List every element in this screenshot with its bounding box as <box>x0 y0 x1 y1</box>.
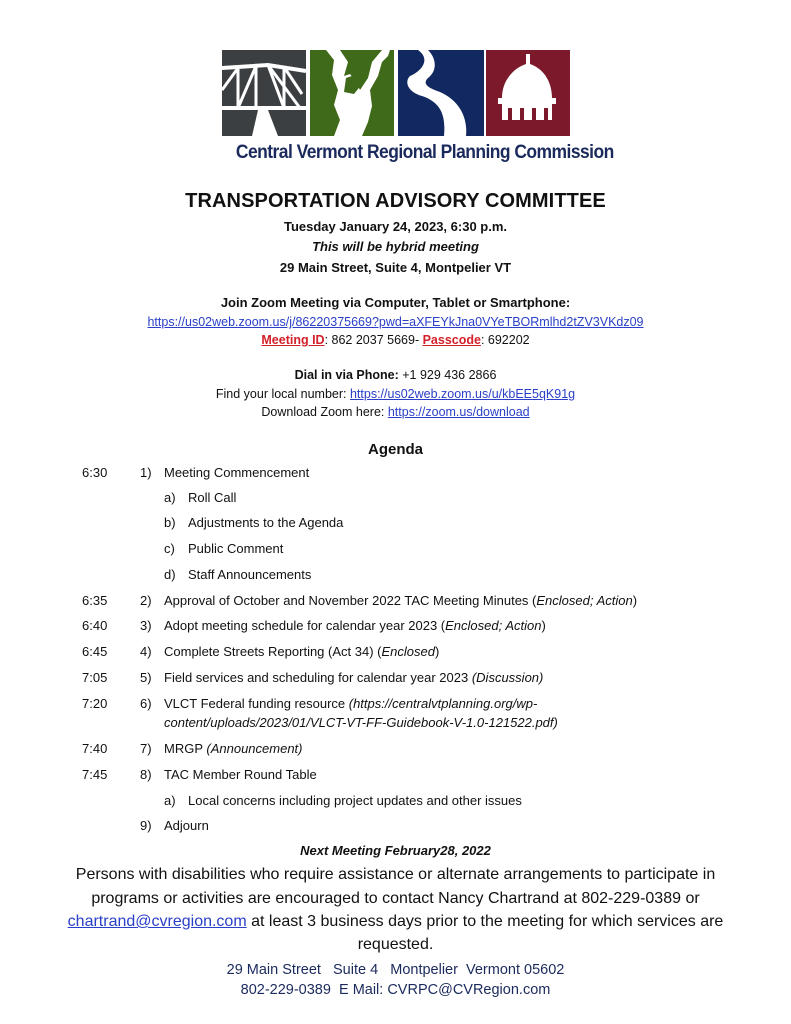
accessibility-line-4: requested. <box>357 936 434 953</box>
capitol-panel-icon <box>486 50 570 136</box>
agenda-number: 7) <box>140 741 152 756</box>
accessibility-line-1: Persons with disabilities who require assistance or alternate arrangements to participate in <box>75 866 716 883</box>
zoom-link-row <box>0 315 791 329</box>
dial-in-label: Dial in via Phone: <box>294 368 399 382</box>
download-zoom-label: Download Zoom here: <box>261 405 388 419</box>
hybrid-note: This will be hybrid meeting <box>312 239 479 254</box>
agenda-time: 7:45 <box>82 767 108 782</box>
subitem-letter: c) <box>164 541 175 556</box>
agenda-text: Field services and scheduling for calendar year 2023 <box>164 670 472 685</box>
agenda-note: Enclosed; Action <box>445 618 542 633</box>
cvrpc-logo <box>222 50 570 136</box>
agenda-note: Enclosed <box>381 644 435 659</box>
passcode-label: Passcode <box>422 333 481 347</box>
subitem-text: Public Comment <box>188 541 284 556</box>
footer-address: 29 Main Street Suite 4 Montpelier Vermont 05602 <box>226 962 565 978</box>
agenda-time: 6:30 <box>82 465 108 480</box>
agenda-title: Agenda <box>367 441 423 458</box>
local-number-label: Find your local number: <box>215 387 350 401</box>
agenda-text-row <box>164 670 543 685</box>
logo-wordmark: Central Vermont Regional Planning Commission <box>235 142 614 163</box>
agenda-text: Adopt meeting schedule for calendar year 2023 ( <box>164 618 446 633</box>
footer-contact: 802-229-0389 E Mail: CVRPC@CVRegion.com <box>240 982 551 998</box>
subitem-letter: a) <box>164 490 176 505</box>
agenda-tail: ) <box>632 593 638 608</box>
agenda-number: 9) <box>140 818 152 833</box>
agenda-text: TAC Member Round Table <box>164 767 317 782</box>
agenda-text: Approval of October and November 2022 TAC Meeting Minutes ( <box>164 593 537 608</box>
vermont-map-panel-icon <box>310 50 394 136</box>
agenda-note: (https://centralvtplanning.org/wp- <box>348 696 538 711</box>
bridge-panel-icon <box>222 50 306 136</box>
meeting-date: Tuesday January 24, 2023, 6:30 p.m. <box>283 219 508 234</box>
download-zoom-row <box>0 405 791 419</box>
river-panel-icon <box>398 50 484 136</box>
agenda-text: MRGP <box>164 741 207 756</box>
dial-in-row <box>0 368 791 382</box>
agenda-text: Adjourn <box>164 818 209 833</box>
agenda-number: 3) <box>140 618 152 633</box>
subitem-text: Roll Call <box>188 490 237 505</box>
zoom-meeting-link[interactable]: https://us02web.zoom.us/j/86220375669?pwd=aXFEYkJna0VYeTBORmlhd2tZV3VKdz09 <box>147 315 644 329</box>
agenda-time: 7:05 <box>82 670 108 685</box>
agenda-text-row <box>164 593 637 608</box>
subitem-letter: b) <box>164 515 176 530</box>
subitem-letter: a) <box>164 793 176 808</box>
subitem-text: Local concerns including project updates and other issues <box>188 793 522 808</box>
agenda-number: 5) <box>140 670 152 685</box>
agenda-text-row <box>164 741 303 756</box>
agenda-number: 1) <box>140 465 152 480</box>
agenda-text: Meeting Commencement <box>164 465 310 480</box>
meeting-id-label: Meeting ID <box>261 333 325 347</box>
agenda-time: 6:40 <box>82 618 108 633</box>
agenda-text-row <box>164 644 439 659</box>
accessibility-line-3 <box>0 913 791 931</box>
agenda-tail: ) <box>541 618 546 633</box>
agenda-time: 7:40 <box>82 741 108 756</box>
download-zoom-link[interactable]: https://zoom.us/download <box>387 405 530 419</box>
agenda-text-row <box>164 696 537 711</box>
meeting-address: 29 Main Street, Suite 4, Montpelier VT <box>279 260 512 275</box>
agenda-tail: ) <box>434 644 440 659</box>
local-number-row <box>0 387 791 401</box>
accessibility-line-2: programs or activities are encouraged to contact Nancy Chartrand at 802-229-0389 or <box>91 890 700 907</box>
local-number-link[interactable]: https://us02web.zoom.us/u/kbEE5qK91g <box>349 387 576 401</box>
agenda-text: VLCT Federal funding resource <box>164 696 349 711</box>
agenda-note: (Announcement) <box>206 741 303 756</box>
agenda-time: 7:20 <box>82 696 108 711</box>
agenda-time: 6:35 <box>82 593 108 608</box>
agenda-number: 2) <box>140 593 152 608</box>
subitem-letter: d) <box>164 567 176 582</box>
agenda-note: Enclosed; Action <box>536 593 633 608</box>
contact-email-link[interactable]: chartrand@cvregion.com <box>67 913 247 930</box>
agenda-number: 6) <box>140 696 152 711</box>
next-meeting: Next Meeting February28, 2022 <box>300 843 491 858</box>
agenda-text-row <box>164 618 546 633</box>
agenda-number: 4) <box>140 644 152 659</box>
passcode-value: : 692202 <box>480 333 530 347</box>
meeting-id-value: : 862 2037 5669- <box>324 333 423 347</box>
agenda-note: (Discussion) <box>471 670 544 685</box>
zoom-heading: Join Zoom Meeting via Computer, Tablet or Smartphone: <box>220 295 571 310</box>
agenda-number: 8) <box>140 767 152 782</box>
page-title: TRANSPORTATION ADVISORY COMMITTEE <box>185 190 606 212</box>
subitem-text: Staff Announcements <box>188 567 312 582</box>
agenda-note-continued: content/uploads/2023/01/VLCT-VT-FF-Guidebook-V-1.0-121522.pdf) <box>164 715 558 730</box>
agenda-text: Complete Streets Reporting (Act 34) ( <box>164 644 382 659</box>
meeting-credentials <box>0 333 791 347</box>
dial-in-phone: +1 929 436 2866 <box>398 368 497 382</box>
subitem-text: Adjustments to the Agenda <box>188 515 344 530</box>
agenda-time: 6:45 <box>82 644 108 659</box>
accessibility-line-3-text: at least 3 business days prior to the meeting for which services are <box>246 913 724 930</box>
agenda-text-row <box>164 715 558 730</box>
